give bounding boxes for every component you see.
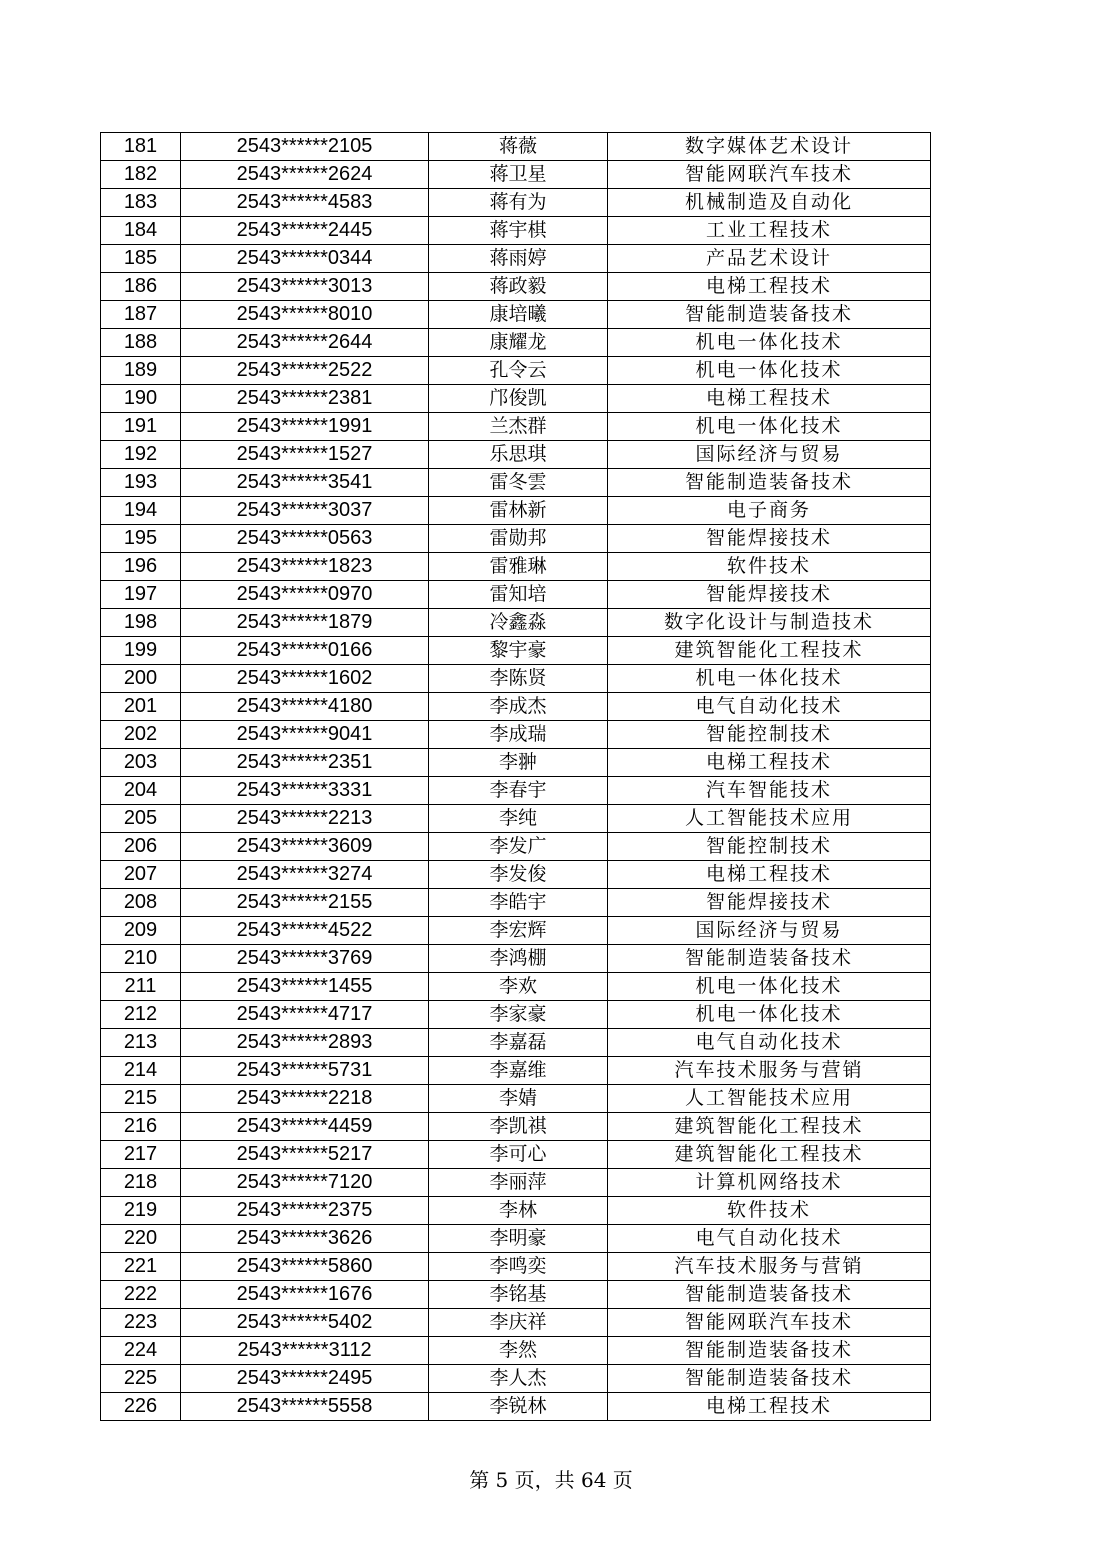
major-cell: 汽车技术服务与营销 <box>608 1253 931 1281</box>
table-row <box>101 1281 931 1309</box>
major-cell: 产品艺术设计 <box>608 245 931 273</box>
major-cell: 智能制造装备技术 <box>608 1337 931 1365</box>
row-number-cell: 183 <box>101 189 181 217</box>
table-row <box>101 133 931 161</box>
table-row <box>101 1057 931 1085</box>
major-cell: 电梯工程技术 <box>608 385 931 413</box>
id-number-cell: 2543******2495 <box>181 1365 429 1393</box>
major-cell: 国际经济与贸易 <box>608 917 931 945</box>
id-number-cell: 2543******2893 <box>181 1029 429 1057</box>
id-number-cell: 2543******4583 <box>181 189 429 217</box>
id-number-cell: 2543******1879 <box>181 609 429 637</box>
id-number-cell: 2543******2624 <box>181 161 429 189</box>
major-cell: 电梯工程技术 <box>608 749 931 777</box>
student-name-cell: 李锐林 <box>429 1393 608 1421</box>
table-row <box>101 161 931 189</box>
row-number-cell: 193 <box>101 469 181 497</box>
id-number-cell: 2543******1455 <box>181 973 429 1001</box>
student-name-cell: 李发广 <box>429 833 608 861</box>
major-cell: 机电一体化技术 <box>608 665 931 693</box>
id-number-cell: 2543******3112 <box>181 1337 429 1365</box>
row-number-cell: 219 <box>101 1197 181 1225</box>
student-name-cell: 李铭基 <box>429 1281 608 1309</box>
row-number-cell: 221 <box>101 1253 181 1281</box>
student-name-cell: 蒋薇 <box>429 133 608 161</box>
table-row <box>101 385 931 413</box>
row-number-cell: 186 <box>101 273 181 301</box>
table-row <box>101 637 931 665</box>
major-cell: 电子商务 <box>608 497 931 525</box>
student-name-cell: 李林 <box>429 1197 608 1225</box>
student-name-cell: 雷勋邦 <box>429 525 608 553</box>
id-number-cell: 2543******4180 <box>181 693 429 721</box>
table-row <box>101 1197 931 1225</box>
table-row <box>101 973 931 1001</box>
student-name-cell: 李翀 <box>429 749 608 777</box>
id-number-cell: 2543******2445 <box>181 217 429 245</box>
id-number-cell: 2543******3769 <box>181 945 429 973</box>
student-name-cell: 李成杰 <box>429 693 608 721</box>
id-number-cell: 2543******8010 <box>181 301 429 329</box>
table-row <box>101 329 931 357</box>
major-cell: 建筑智能化工程技术 <box>608 637 931 665</box>
student-name-cell: 李婧 <box>429 1085 608 1113</box>
id-number-cell: 2543******1991 <box>181 413 429 441</box>
student-name-cell: 兰杰群 <box>429 413 608 441</box>
row-number-cell: 216 <box>101 1113 181 1141</box>
student-name-cell: 雷知培 <box>429 581 608 609</box>
major-cell: 数字化设计与制造技术 <box>608 609 931 637</box>
row-number-cell: 211 <box>101 973 181 1001</box>
id-number-cell: 2543******5558 <box>181 1393 429 1421</box>
table-row <box>101 245 931 273</box>
major-cell: 智能制造装备技术 <box>608 1365 931 1393</box>
major-cell: 智能控制技术 <box>608 833 931 861</box>
major-cell: 电梯工程技术 <box>608 273 931 301</box>
id-number-cell: 2543******0563 <box>181 525 429 553</box>
row-number-cell: 213 <box>101 1029 181 1057</box>
student-name-cell: 蒋卫星 <box>429 161 608 189</box>
table-row <box>101 217 931 245</box>
table-row <box>101 441 931 469</box>
student-name-cell: 李皓宇 <box>429 889 608 917</box>
table-row <box>101 1001 931 1029</box>
table-row <box>101 1225 931 1253</box>
row-number-cell: 215 <box>101 1085 181 1113</box>
row-number-cell: 182 <box>101 161 181 189</box>
table-row <box>101 1029 931 1057</box>
table-row <box>101 189 931 217</box>
row-number-cell: 188 <box>101 329 181 357</box>
student-name-cell: 李然 <box>429 1337 608 1365</box>
table-row <box>101 609 931 637</box>
row-number-cell: 207 <box>101 861 181 889</box>
table-row <box>101 581 931 609</box>
table-row <box>101 301 931 329</box>
id-number-cell: 2543******1823 <box>181 553 429 581</box>
row-number-cell: 224 <box>101 1337 181 1365</box>
table-row <box>101 1365 931 1393</box>
major-cell: 智能焊接技术 <box>608 581 931 609</box>
major-cell: 人工智能技术应用 <box>608 805 931 833</box>
table-row <box>101 805 931 833</box>
row-number-cell: 220 <box>101 1225 181 1253</box>
row-number-cell: 203 <box>101 749 181 777</box>
row-number-cell: 209 <box>101 917 181 945</box>
student-name-cell: 李嘉磊 <box>429 1029 608 1057</box>
table-row <box>101 1141 931 1169</box>
row-number-cell: 187 <box>101 301 181 329</box>
id-number-cell: 2543******2351 <box>181 749 429 777</box>
id-number-cell: 2543******4522 <box>181 917 429 945</box>
table-row <box>101 749 931 777</box>
row-number-cell: 214 <box>101 1057 181 1085</box>
major-cell: 机电一体化技术 <box>608 329 931 357</box>
id-number-cell: 2543******3037 <box>181 497 429 525</box>
id-number-cell: 2543******1602 <box>181 665 429 693</box>
row-number-cell: 200 <box>101 665 181 693</box>
id-number-cell: 2543******0344 <box>181 245 429 273</box>
id-number-cell: 2543******5860 <box>181 1253 429 1281</box>
student-name-cell: 冷鑫淼 <box>429 609 608 637</box>
student-name-cell: 蒋雨婷 <box>429 245 608 273</box>
id-number-cell: 2543******9041 <box>181 721 429 749</box>
row-number-cell: 194 <box>101 497 181 525</box>
row-number-cell: 201 <box>101 693 181 721</box>
id-number-cell: 2543******3331 <box>181 777 429 805</box>
row-number-cell: 202 <box>101 721 181 749</box>
major-cell: 软件技术 <box>608 553 931 581</box>
table-row <box>101 721 931 749</box>
id-number-cell: 2543******2155 <box>181 889 429 917</box>
student-name-cell: 康培曦 <box>429 301 608 329</box>
table-row <box>101 917 931 945</box>
row-number-cell: 190 <box>101 385 181 413</box>
row-number-cell: 212 <box>101 1001 181 1029</box>
page-footer: 第 5 页，共 64 页 <box>469 1468 633 1492</box>
major-cell: 软件技术 <box>608 1197 931 1225</box>
major-cell: 机电一体化技术 <box>608 413 931 441</box>
major-cell: 国际经济与贸易 <box>608 441 931 469</box>
row-number-cell: 206 <box>101 833 181 861</box>
table-row <box>101 553 931 581</box>
table-row <box>101 1309 931 1337</box>
table-row <box>101 413 931 441</box>
student-name-cell: 李家豪 <box>429 1001 608 1029</box>
id-number-cell: 2543******5402 <box>181 1309 429 1337</box>
table-row <box>101 861 931 889</box>
student-name-cell: 雷雅琳 <box>429 553 608 581</box>
row-number-cell: 189 <box>101 357 181 385</box>
id-number-cell: 2543******1527 <box>181 441 429 469</box>
major-cell: 人工智能技术应用 <box>608 1085 931 1113</box>
row-number-cell: 191 <box>101 413 181 441</box>
student-name-cell: 李欢 <box>429 973 608 1001</box>
major-cell: 数字媒体艺术设计 <box>608 133 931 161</box>
table-row <box>101 945 931 973</box>
major-cell: 电气自动化技术 <box>608 1029 931 1057</box>
major-cell: 计算机网络技术 <box>608 1169 931 1197</box>
roster-body <box>101 133 931 1421</box>
student-name-cell: 李发俊 <box>429 861 608 889</box>
table-row <box>101 357 931 385</box>
major-cell: 智能网联汽车技术 <box>608 161 931 189</box>
student-name-cell: 雷冬雲 <box>429 469 608 497</box>
student-name-cell: 孔令云 <box>429 357 608 385</box>
table-row <box>101 1337 931 1365</box>
major-cell: 机械制造及自动化 <box>608 189 931 217</box>
id-number-cell: 2543******0166 <box>181 637 429 665</box>
id-number-cell: 2543******2375 <box>181 1197 429 1225</box>
id-number-cell: 2543******3013 <box>181 273 429 301</box>
table-row <box>101 665 931 693</box>
row-number-cell: 218 <box>101 1169 181 1197</box>
row-number-cell: 217 <box>101 1141 181 1169</box>
id-number-cell: 2543******3609 <box>181 833 429 861</box>
student-name-cell: 李庆祥 <box>429 1309 608 1337</box>
table-row <box>101 777 931 805</box>
student-name-cell: 李陈贤 <box>429 665 608 693</box>
table-row <box>101 1113 931 1141</box>
row-number-cell: 226 <box>101 1393 181 1421</box>
student-name-cell: 李纯 <box>429 805 608 833</box>
id-number-cell: 2543******2218 <box>181 1085 429 1113</box>
row-number-cell: 208 <box>101 889 181 917</box>
row-number-cell: 223 <box>101 1309 181 1337</box>
row-number-cell: 196 <box>101 553 181 581</box>
row-number-cell: 225 <box>101 1365 181 1393</box>
major-cell: 电梯工程技术 <box>608 1393 931 1421</box>
id-number-cell: 2543******3626 <box>181 1225 429 1253</box>
id-number-cell: 2543******2522 <box>181 357 429 385</box>
student-name-cell: 李人杰 <box>429 1365 608 1393</box>
row-number-cell: 222 <box>101 1281 181 1309</box>
table-row <box>101 1169 931 1197</box>
id-number-cell: 2543******4459 <box>181 1113 429 1141</box>
row-number-cell: 204 <box>101 777 181 805</box>
row-number-cell: 198 <box>101 609 181 637</box>
major-cell: 智能制造装备技术 <box>608 1281 931 1309</box>
student-name-cell: 李成瑞 <box>429 721 608 749</box>
major-cell: 智能焊接技术 <box>608 525 931 553</box>
student-name-cell: 李凯祺 <box>429 1113 608 1141</box>
id-number-cell: 2543******3541 <box>181 469 429 497</box>
major-cell: 汽车智能技术 <box>608 777 931 805</box>
id-number-cell: 2543******7120 <box>181 1169 429 1197</box>
student-roster-table <box>100 132 931 1421</box>
id-number-cell: 2543******2105 <box>181 133 429 161</box>
major-cell: 机电一体化技术 <box>608 973 931 1001</box>
student-name-cell: 康耀龙 <box>429 329 608 357</box>
row-number-cell: 184 <box>101 217 181 245</box>
major-cell: 电气自动化技术 <box>608 1225 931 1253</box>
student-name-cell: 李丽萍 <box>429 1169 608 1197</box>
row-number-cell: 197 <box>101 581 181 609</box>
major-cell: 汽车技术服务与营销 <box>608 1057 931 1085</box>
major-cell: 建筑智能化工程技术 <box>608 1113 931 1141</box>
row-number-cell: 185 <box>101 245 181 273</box>
table-row <box>101 1253 931 1281</box>
major-cell: 智能焊接技术 <box>608 889 931 917</box>
major-cell: 建筑智能化工程技术 <box>608 1141 931 1169</box>
id-number-cell: 2543******1676 <box>181 1281 429 1309</box>
table-row <box>101 469 931 497</box>
row-number-cell: 192 <box>101 441 181 469</box>
id-number-cell: 2543******2381 <box>181 385 429 413</box>
student-name-cell: 蒋政毅 <box>429 273 608 301</box>
student-name-cell: 李春宇 <box>429 777 608 805</box>
student-name-cell: 邝俊凯 <box>429 385 608 413</box>
student-name-cell: 黎宇豪 <box>429 637 608 665</box>
student-name-cell: 李鸿棚 <box>429 945 608 973</box>
id-number-cell: 2543******3274 <box>181 861 429 889</box>
table-row <box>101 525 931 553</box>
table-row <box>101 497 931 525</box>
row-number-cell: 205 <box>101 805 181 833</box>
major-cell: 智能制造装备技术 <box>608 945 931 973</box>
student-name-cell: 李宏辉 <box>429 917 608 945</box>
id-number-cell: 2543******5217 <box>181 1141 429 1169</box>
table-row <box>101 889 931 917</box>
student-name-cell: 李可心 <box>429 1141 608 1169</box>
id-number-cell: 2543******0970 <box>181 581 429 609</box>
id-number-cell: 2543******5731 <box>181 1057 429 1085</box>
student-name-cell: 蒋有为 <box>429 189 608 217</box>
student-name-cell: 李鸣奕 <box>429 1253 608 1281</box>
table-row <box>101 1393 931 1421</box>
major-cell: 智能制造装备技术 <box>608 469 931 497</box>
student-name-cell: 乐思琪 <box>429 441 608 469</box>
major-cell: 工业工程技术 <box>608 217 931 245</box>
student-name-cell: 李嘉维 <box>429 1057 608 1085</box>
table-row <box>101 693 931 721</box>
row-number-cell: 181 <box>101 133 181 161</box>
major-cell: 智能网联汽车技术 <box>608 1309 931 1337</box>
major-cell: 智能制造装备技术 <box>608 301 931 329</box>
student-name-cell: 蒋宇棋 <box>429 217 608 245</box>
row-number-cell: 195 <box>101 525 181 553</box>
major-cell: 机电一体化技术 <box>608 357 931 385</box>
table-row <box>101 833 931 861</box>
major-cell: 电气自动化技术 <box>608 693 931 721</box>
table-row <box>101 273 931 301</box>
id-number-cell: 2543******2644 <box>181 329 429 357</box>
major-cell: 机电一体化技术 <box>608 1001 931 1029</box>
major-cell: 智能控制技术 <box>608 721 931 749</box>
row-number-cell: 210 <box>101 945 181 973</box>
major-cell: 电梯工程技术 <box>608 861 931 889</box>
table-row <box>101 1085 931 1113</box>
id-number-cell: 2543******2213 <box>181 805 429 833</box>
student-name-cell: 李明豪 <box>429 1225 608 1253</box>
id-number-cell: 2543******4717 <box>181 1001 429 1029</box>
row-number-cell: 199 <box>101 637 181 665</box>
student-name-cell: 雷林新 <box>429 497 608 525</box>
